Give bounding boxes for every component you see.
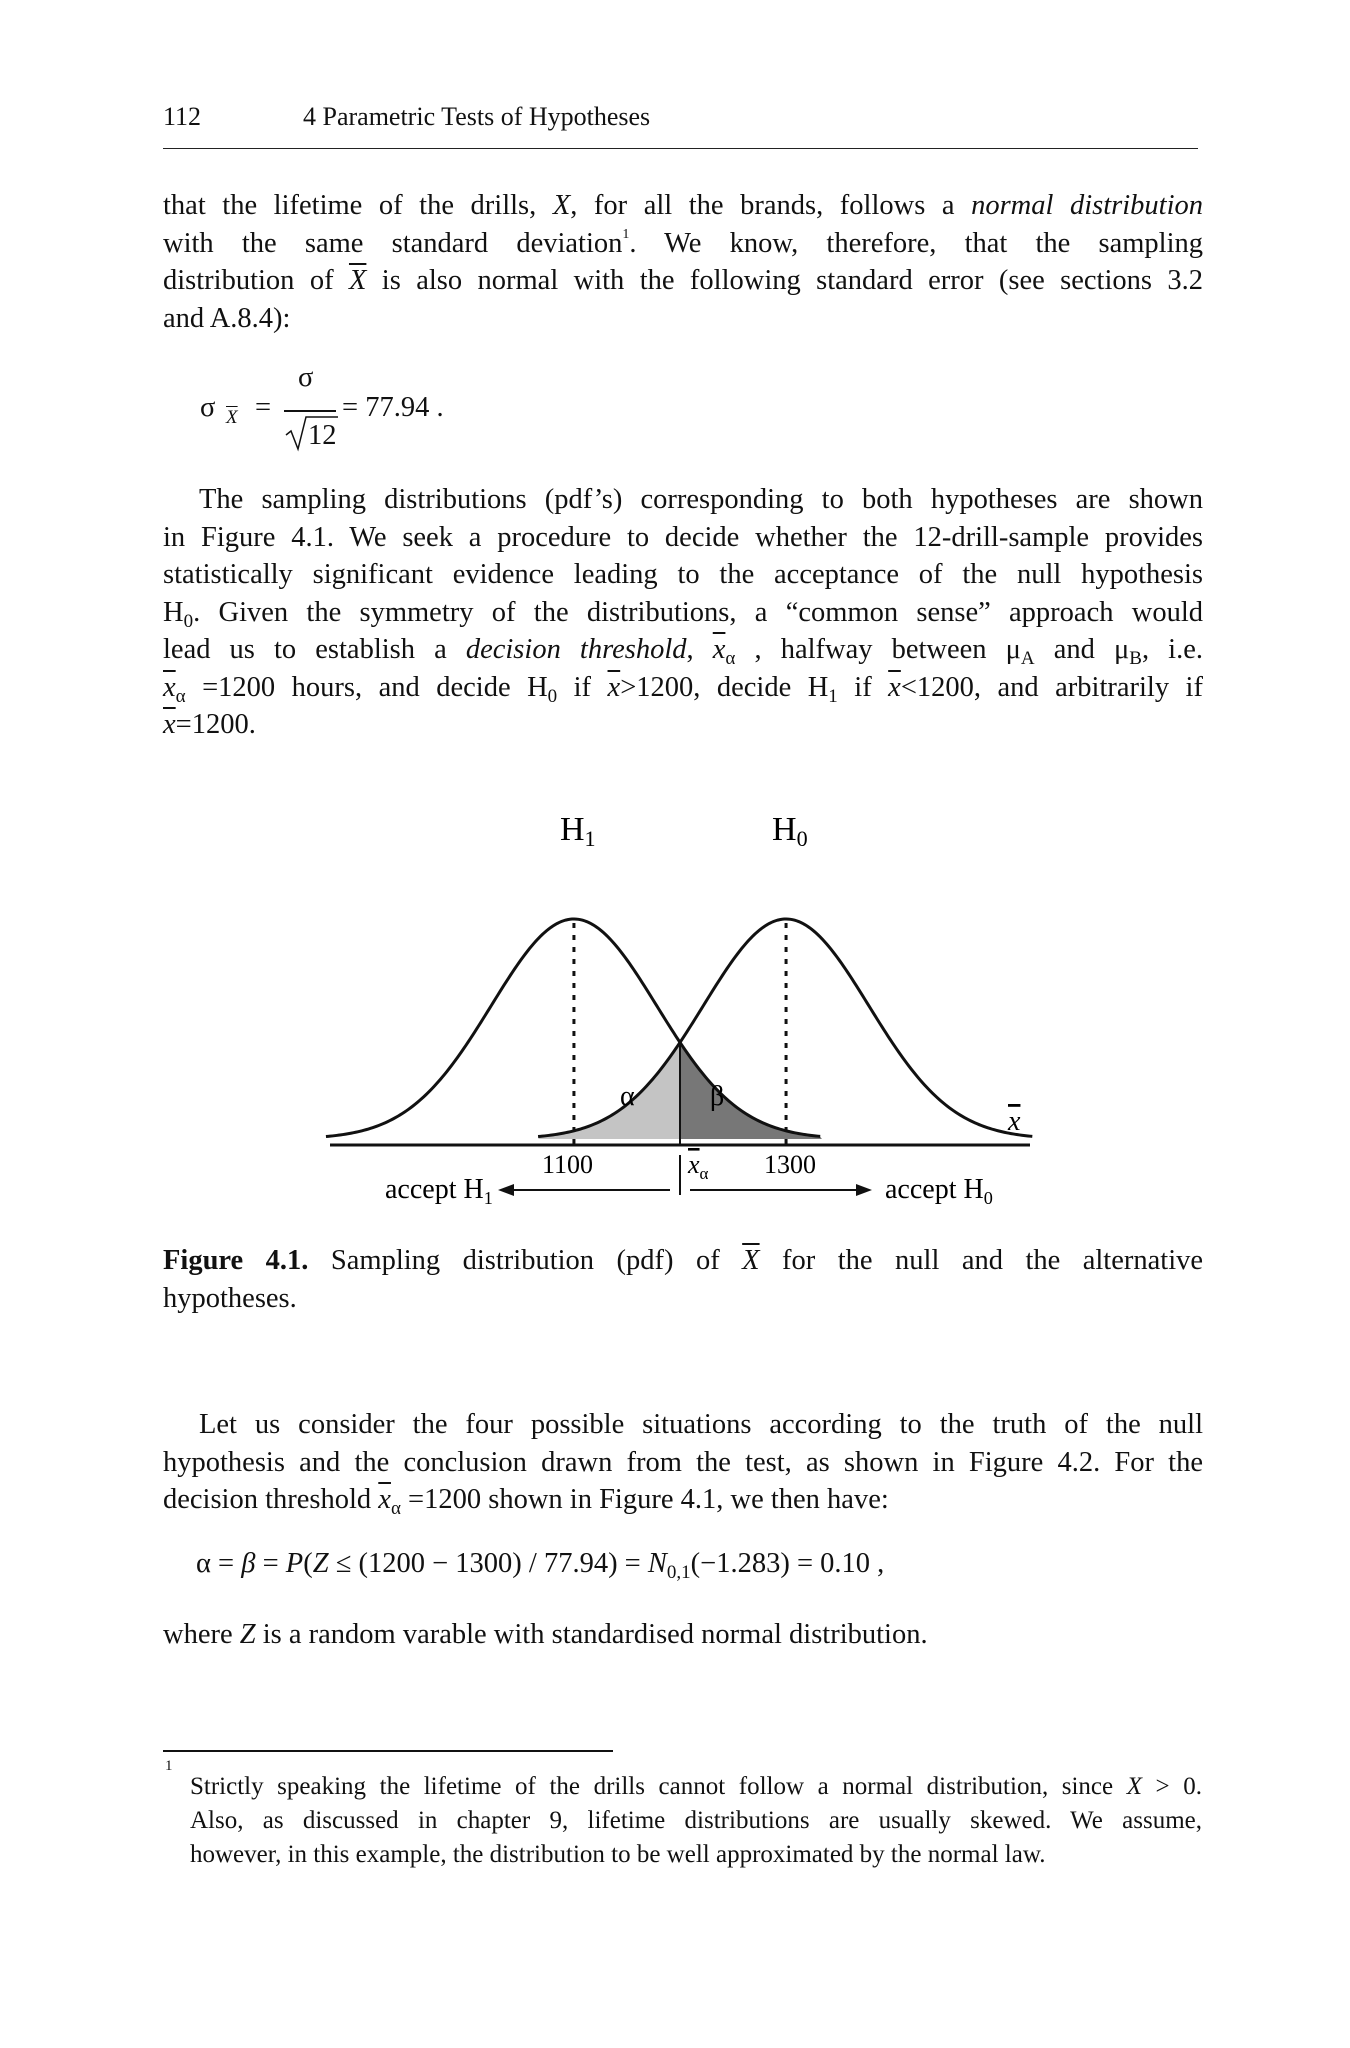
paragraph-4 — [163, 1616, 1203, 1654]
para1-line4: and A.8.4): — [163, 302, 291, 334]
accept-h1-arrowhead — [498, 1184, 514, 1196]
footnote — [190, 1770, 1202, 1872]
accept-h1-label: accept $H_1$ — [385, 1174, 493, 1208]
running-title: 4 Parametric Tests of Hypotheses — [303, 102, 651, 131]
para2-line2: in Figure 4.1. We seek a procedure to decide whether the 12-drill-sample provides — [163, 521, 1203, 553]
alpha-beta-equation: $\alpha = \beta = P(Z \le (1200 - 1300) / 77.94) = N_{0,1}(-1.283) = 0.10$ , — [196, 1548, 885, 1583]
para2-line4: $H_0$. Given the symmetry of the distributions, a “common sense” approach would — [163, 596, 1203, 632]
para2-line7: $\overline{x}=1200$. — [163, 709, 256, 740]
footnote-line3: however, in this example, the distribution to be well approximated by the normal law. — [190, 1841, 1046, 1868]
page-number: 112 — [163, 102, 202, 131]
para1-line2: with the same standard deviation$^1$. We know, therefore, that the sampling — [163, 226, 1203, 259]
accept-h0-label: accept $H_0$ — [885, 1174, 993, 1208]
figure-4-1 — [320, 805, 1040, 1225]
alpha-label: α — [620, 1081, 635, 1112]
beta-region — [680, 1042, 822, 1139]
label-h0: H0 — [772, 811, 808, 851]
threshold-label: $x_\alpha$ — [688, 1150, 709, 1183]
alpha-region — [538, 1042, 680, 1139]
beta-label: β — [710, 1081, 725, 1112]
para2-line3: statistically significant evidence leading to the acceptance of the null hypothesis — [163, 559, 1203, 590]
axis-label: x — [1008, 1106, 1021, 1137]
para1-line1: that the lifetime of the drills, X, for all the brands, follows a normal distribution — [163, 190, 1203, 221]
footnote-line1: Strictly speaking the lifetime of the drills cannot follow a normal distribution, since X > 0. — [190, 1773, 1202, 1800]
standard-error-equation: σ $\overline{X}$ = σ 12 = 77.94 . — [200, 362, 444, 451]
footnote-line2: Also, as discussed in chapter 9, lifetime distributions are usually skewed. We assume, — [190, 1807, 1202, 1834]
figure-caption — [163, 1242, 1203, 1317]
para1-line3: distribution of $\overline{X}$ is also normal with the following standard error (see sections 3.2 — [163, 265, 1203, 296]
para2-line6: $\overline{x}_\alpha =1200$ hours, and decide $H_0$ if $\overline{x}>1200$, decide $H_1$ if $\overline{x}<1200$, and arbitrarily if — [163, 671, 1203, 707]
sampling-distribution-chart — [320, 805, 1040, 1225]
footnote-mark: 1 — [165, 1758, 173, 1774]
para2-line5: lead us to establish a decision threshold, $\overline{x}_\alpha$ , halfway between $\mu_A$ and $\mu_B$, i.e. — [163, 634, 1203, 669]
para3-line3: decision threshold $\overline{x}_\alpha =1200$ shown in Figure 4.1, we then have: — [163, 1484, 889, 1519]
para3-line2: hypothesis and the conclusion drawn from the test, as shown in Figure 4.2. For the — [163, 1446, 1203, 1478]
caption-line1: Figure 4.1. Sampling distribution (pdf) of $\overline{X}$ for the null and the alternative — [163, 1245, 1204, 1276]
para4-line1: where Z is a random varable with standardised normal distribution. — [163, 1619, 928, 1650]
footnote-ref: 1 — [622, 226, 630, 242]
para2-line1: The sampling distributions (pdf’s) corresponding to both hypotheses are shown — [199, 484, 1203, 515]
caption-line2: hypotheses. — [163, 1282, 297, 1314]
label-h1: H1 — [559, 811, 596, 851]
footnote-rule — [163, 1750, 613, 1752]
paragraph-2 — [163, 481, 1203, 744]
paragraph-3 — [163, 1406, 1203, 1519]
page-header — [163, 98, 1198, 149]
tick-label-1300: 1300 — [764, 1150, 817, 1179]
paragraph-1 — [163, 187, 1203, 337]
accept-h0-arrowhead — [856, 1184, 872, 1196]
tick-label-1100: 1100 — [541, 1150, 593, 1179]
para3-line1: Let us consider the four possible situations according to the truth of the null — [199, 1409, 1203, 1440]
